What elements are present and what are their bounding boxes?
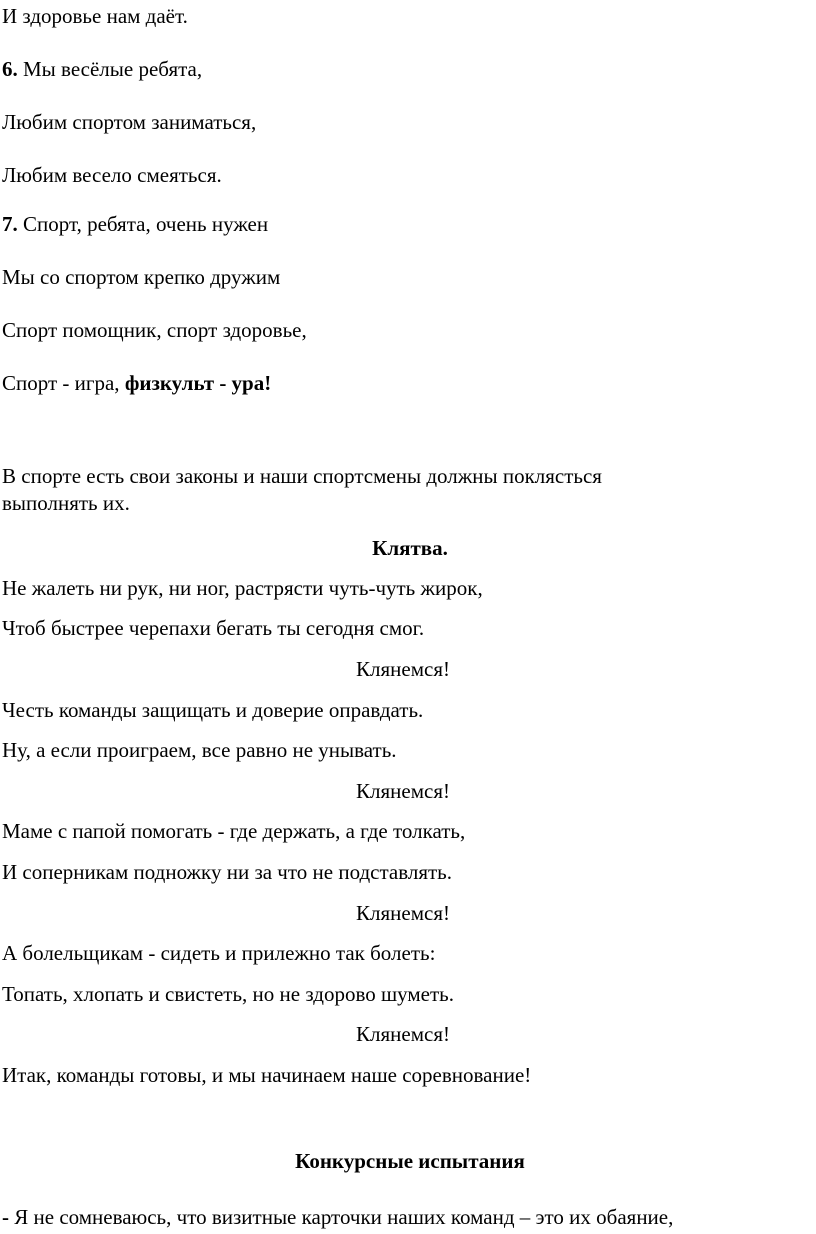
stanza-6-line-1 (2, 56, 202, 82)
intro-paragraph-line-1: В спорте есть свои законы и наши спортсмены должны поклясться (2, 464, 602, 488)
stanza-7-line-1 (2, 211, 268, 237)
contest-paragraph-line-1 (2, 1204, 673, 1230)
oath-line: Чтоб быстрее черепахи бегать ты сегодня смог. (2, 616, 425, 640)
poem-line-text: Спорт, ребята, очень нужен (17, 212, 269, 236)
paragraph-text: Я не сомневаюсь, что визитные карточки наших команд – это их обаяние, (9, 1205, 674, 1229)
poem-line: И здоровье нам даёт. (2, 4, 188, 28)
oath-refrain: Клянемся! (356, 1022, 450, 1046)
oath-line: Топать, хлопать и свистеть, но не здорово шуметь. (2, 982, 454, 1006)
oath-line: Честь команды защищать и доверие оправдать. (2, 698, 424, 722)
poem-line: Любим спортом заниматься, (2, 110, 257, 134)
oath-refrain: Клянемся! (356, 779, 450, 803)
intro-paragraph-line-2: выполнять их. (2, 491, 130, 515)
poem-line: Мы со спортом крепко дружим (2, 265, 281, 289)
stanza-number: 6. (2, 57, 18, 81)
poem-line: Спорт помощник, спорт здоровье, (2, 318, 307, 342)
stanza-number: 7. (2, 212, 18, 236)
poem-line-text: Спорт - игра, (2, 371, 125, 395)
oath-line: Маме с папой помогать - где держать, а где толкать, (2, 819, 466, 843)
oath-refrain: Клянемся! (356, 901, 450, 925)
oath-line: Не жалеть ни рук, ни ног, растрясти чуть-чуть жирок, (2, 576, 483, 600)
dash-mark: - (2, 1205, 9, 1229)
oath-closing: Итак, команды готовы, и мы начинаем наше соревнование! (2, 1063, 532, 1087)
poem-line: Любим весело смеяться. (2, 163, 222, 187)
oath-line: А болельщикам - сидеть и прилежно так болеть: (2, 941, 436, 965)
poem-line (2, 370, 271, 396)
oath-title: Клятва. (372, 536, 448, 560)
oath-line: Ну, а если проиграем, все равно не унывать. (2, 738, 397, 762)
poem-line-bold-text: физкульт - ура! (124, 371, 272, 395)
poem-line-text: Мы весёлые ребята, (17, 57, 203, 81)
oath-refrain: Клянемся! (356, 657, 450, 681)
oath-line: И соперникам подножку ни за что не подставлять. (2, 860, 453, 884)
contest-title: Конкурсные испытания (295, 1149, 525, 1173)
